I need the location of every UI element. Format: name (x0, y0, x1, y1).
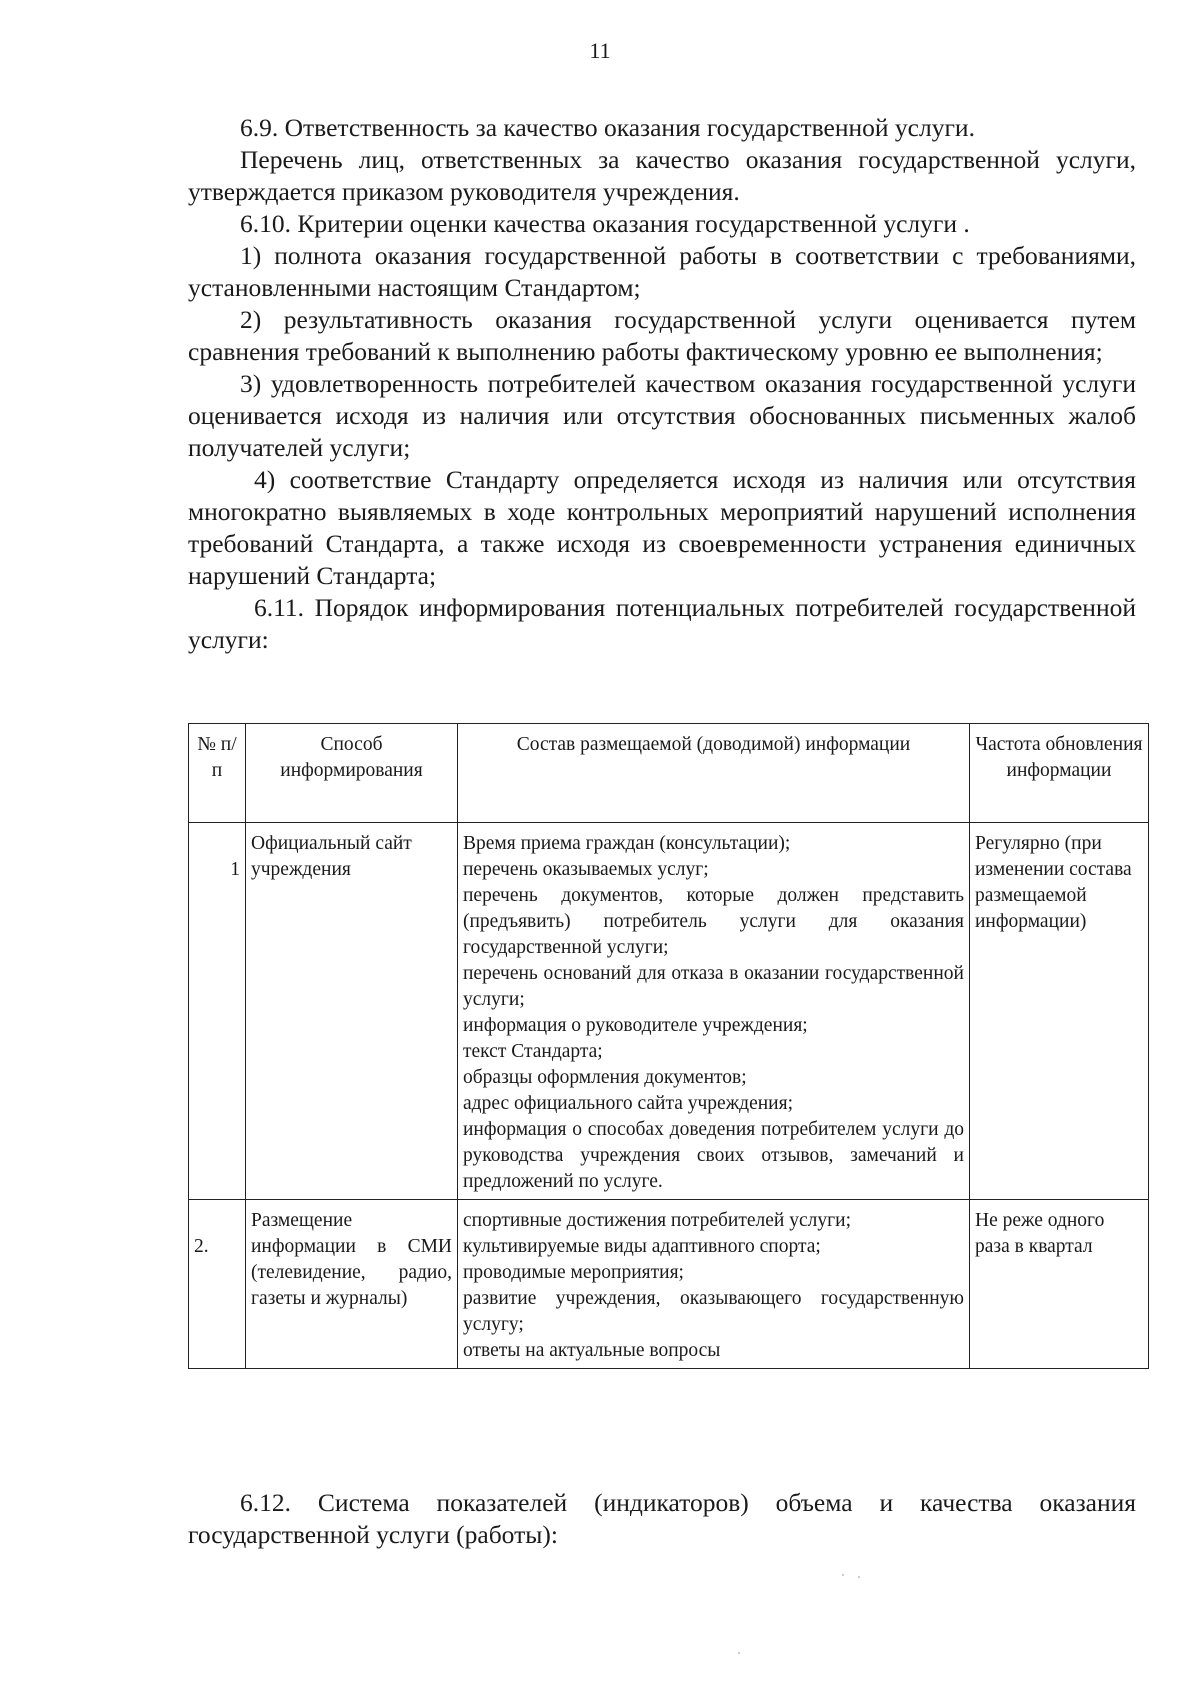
body-text (188, 112, 1136, 656)
table-row (189, 1200, 1149, 1369)
content-item: спортивные достижения потребителей услуги; (463, 1210, 851, 1231)
content-item: текст Стандарта; (463, 1041, 603, 1062)
closing-text (188, 1487, 1136, 1551)
row-content (458, 1200, 970, 1369)
criterion-1: 1) полнота оказания государственной работы в соответствии с требованиями, установленными настоящим Стандартом; (188, 241, 1136, 302)
page-number: 11 (589, 38, 611, 63)
paragraph-6-11: 6.11. Порядок информирования потенциальных потребителей государственной услуги: (188, 593, 1136, 654)
scan-speck (858, 1576, 860, 1578)
content-item: образцы оформления документов; (463, 1067, 747, 1088)
content-item: культивируемые виды адаптивного спорта; (463, 1236, 821, 1257)
table-row (189, 823, 1149, 1200)
content-item: перечень документов, которые должен представить (предъявить) потребитель услуги для оказания государственной услуги; (463, 885, 964, 958)
scan-speck (738, 1652, 740, 1654)
content-item: развитие учреждения, оказывающего государственную услугу; (463, 1288, 964, 1335)
paragraph-6-12: 6.12. Система показателей (индикаторов) объема и качества оказания государственной услуги (работы): (188, 1488, 1136, 1549)
information-table (188, 723, 1149, 1369)
content-item: перечень оснований для отказа в оказании государственной услуги; (463, 963, 964, 1010)
header-content: Состав размещаемой (доводимой) информации (458, 724, 970, 823)
row-number: 2. (189, 1200, 246, 1369)
row-method: Размещение информации в СМИ (телевидение, радио, газеты и журналы) (246, 1200, 458, 1369)
content-item: ответы на актуальные вопросы (463, 1340, 721, 1361)
header-frequency: Частота обновления информации (970, 724, 1149, 823)
content-item: адрес официального сайта учреждения; (463, 1093, 794, 1114)
content-item: перечень оказываемых услуг; (463, 859, 709, 880)
content-item: информация о способах доведения потребителем услуги до руководства учреждения своих отзывов, замечаний и предложений по услуге. (463, 1119, 964, 1192)
row-method: Официальный сайт учреждения (246, 823, 458, 1200)
content-item: информация о руководителе учреждения; (463, 1015, 808, 1036)
criterion-4: 4) соответствие Стандарту определяется исходя из наличия или отсутствия многократно выявляемых в ходе контрольных мероприятий нарушений исполнения требований Стандарта, а также исходя из своевременности устранения единичных нарушений Стандарта; (188, 465, 1136, 590)
row-frequency: Не реже одного раза в квартал (970, 1200, 1149, 1369)
table-header-row (189, 724, 1149, 823)
content-item: Время приема граждан (консультации); (463, 833, 791, 854)
row-frequency: Регулярно (при изменении состава размещаемой информации) (970, 823, 1149, 1200)
paragraph-6-10: 6.10. Критерии оценки качества оказания государственной услуги . (240, 209, 970, 238)
content-item: проводимые мероприятия; (463, 1262, 684, 1283)
row-number: 1 (189, 823, 246, 1200)
scan-speck (842, 1574, 844, 1576)
header-method: Способ информирования (246, 724, 458, 823)
paragraph-responsible-persons: Перечень лиц, ответственных за качество оказания государственной услуги, утверждается приказом руководителя учреждения. (188, 145, 1136, 206)
criterion-2: 2) результативность оказания государственной услуги оценивается путем сравнения требований к выполнению работы фактическому уровню ее выполнения; (188, 305, 1136, 366)
paragraph-6-9: 6.9. Ответственность за качество оказания государственной услуги. (240, 113, 975, 142)
row-content (458, 823, 970, 1200)
criterion-3: 3) удовлетворенность потребителей качеством оказания государственной услуги оценивается исходя из наличия или отсутствия обоснованных письменных жалоб получателей услуги; (188, 369, 1136, 462)
header-num: № п/п (189, 724, 246, 823)
